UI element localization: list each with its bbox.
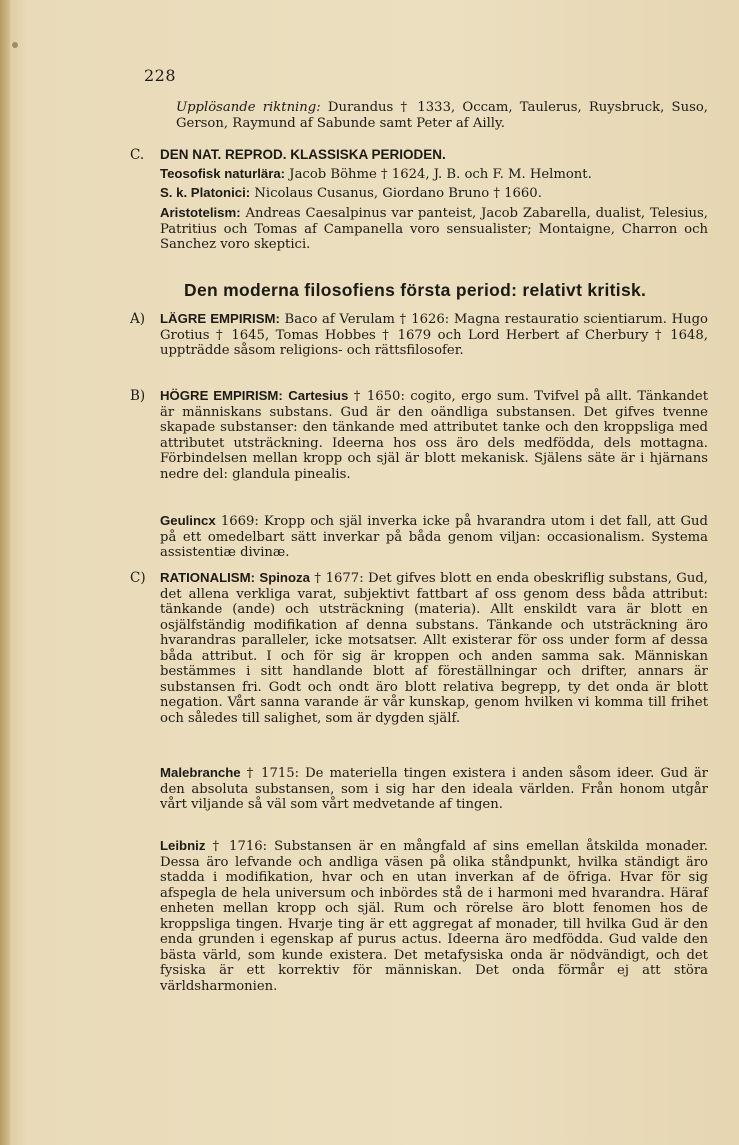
spinoza-label: Spinoza [259, 570, 310, 585]
section-a-marker: A) [130, 311, 146, 327]
geulincx-text: 1669: Kropp och själ inverka icke på hvarandra utom i det fall, att Gud på ett omedelbart sätt inverkar på båda genom viljan: occasionalism. Systema assistentiæ divinæ. [160, 514, 708, 560]
malebranche-label: Malebranche [160, 765, 241, 780]
intro-paragraph [176, 100, 708, 131]
section-c-item-2 [160, 185, 708, 202]
leibniz-paragraph [160, 838, 708, 994]
item-label: Aristotelism: [160, 205, 241, 220]
section-b-text: † 1650: cogito, ergo sum. Tvifvel på allt. Tänkandet är människans substans. Gud är den oändliga substansen. Det gifves tvenne skapade substanser: den tänkande med attributet tanke och den kroppsliga med attributet utsträckning. Ideerna hos oss äro dels medfödda, dels mottagna. Förbindelsen mellan kropp och själ är blott mekanisk. Själens säte är i hjärnans nedre del: glandula pinealis. [160, 389, 708, 482]
page-number: 228 [144, 66, 177, 85]
item-text: Nicolaus Cusanus, Giordano Bruno † 1660. [254, 186, 542, 201]
item-text: Jacob Böhme † 1624, J. B. och F. M. Helmont. [289, 167, 592, 182]
malebranche-text: † 1715: De materiella tingen existera i anden såsom ideer. Gud är den absoluta substansen, som i sig har den ideala världen. Från honom utgår vårt viljande så väl som vårt medvetande af tingen. [160, 766, 708, 812]
section-b-paragraph [160, 388, 708, 482]
item-label: Teosofisk naturlära: [160, 166, 286, 181]
section-a-text: Baco af Verulam † 1626: Magna restauratio scientiarum. Hugo Grotius † 1645, Tomas Hobbes † 1679 och Lord Herbert af Cherbury † 1648, uppträdde såsom religions- och rättsfilosofer. [160, 312, 708, 358]
rationalism-label: RATIONALISM: [160, 570, 255, 585]
section-c-item-3 [160, 205, 708, 253]
section-b-sublabel: Cartesius [288, 388, 349, 403]
item-label: S. k. Platonici: [160, 185, 251, 200]
geulincx-paragraph [160, 513, 708, 561]
section-b-marker: B) [130, 388, 146, 404]
section-heading: Den moderna filosofiens första period: relativt kritisk. [184, 280, 647, 300]
section-c-item-1 [160, 166, 708, 183]
section-c2-marker: C) [130, 570, 146, 586]
rationalism-paragraph [160, 570, 708, 726]
section-a-label: LÄGRE EMPIRISM: [160, 311, 280, 326]
page-spine-shadow [0, 0, 10, 1145]
item-text: Andreas Caesalpinus var panteist, Jacob Zabarella, dualist, Telesius, Patritius och Tomas af Campanella voro sensualister; Montaigne, Charron och Sanchez voro skeptici. [160, 206, 708, 252]
geulincx-label: Geulincx [160, 513, 216, 528]
intro-label: Upplösande riktning: [176, 100, 321, 115]
leibniz-text: † 1716: Substansen är en mångfald af sins emellan åtskilda monader. Dessa äro lefvande och andliga väsen på olika ståndpunkt, hvilka ständigt äro stadda i modifikation, hvar och en utan inverkan af de öfriga. Hvar för sig afspegla de hela universum och inbördes stå de i harmoni med hvarandra. Häraf enheten mellan kropp och själ. Rum och rörelse äro blott fenomen hos de kroppsliga tingen. Hvarje ting är ett aggregat af monader, till hvilka Gud är den enda grunden i egenskap af purus actus. Ideerna äro medfödda. Gud valde den bästa värld, som kunde existera. Det metafysiska onda är nödvändigt, och det fysiska är ett korrektiv för människan. Det onda förmår ej att störa världsharmonien. [160, 839, 708, 994]
ink-mark [12, 42, 18, 48]
section-c-title: DEN NAT. REPROD. KLASSISKA PERIODEN. [160, 147, 446, 162]
malebranche-paragraph [160, 765, 708, 813]
leibniz-label: Leibniz [160, 838, 206, 853]
section-c-marker: C. [130, 147, 145, 163]
section-a-paragraph [160, 311, 708, 359]
rationalism-text: † 1677: Det gifves blott en enda obeskriflig substans, Gud, det allena verkliga varat, subjektivt fattbart af oss genom dess båda attribut: tänkande (ande) och utsträckning (materia). Allt enskildt vara är blott en osjälfständig modifikation af denna substans. Tänkande och utsträckning äro hvarandras paralleler, icke motsatser. Allt existerar för oss under form af dessa båda attribut. I och för sig är kroppen och anden samma sak. Människan bestämmes i sitt handlande blott af föreställningar och drifter, annars är substansen fri. Godt och ondt äro blott relativa begrepp, ty det onda är blott negation. Vårt sanna varande är vår kunskap, genom hvilken vi komma till frihet och således till salighet, som är dygden själf. [160, 571, 708, 726]
intro-text: Durandus † 1333, Occam, Taulerus, Ruysbruck, Suso, Gerson, Raymund af Sabunde samt Peter af Ailly. [176, 100, 708, 131]
section-b-label: HÖGRE EMPIRISM: [160, 388, 283, 403]
